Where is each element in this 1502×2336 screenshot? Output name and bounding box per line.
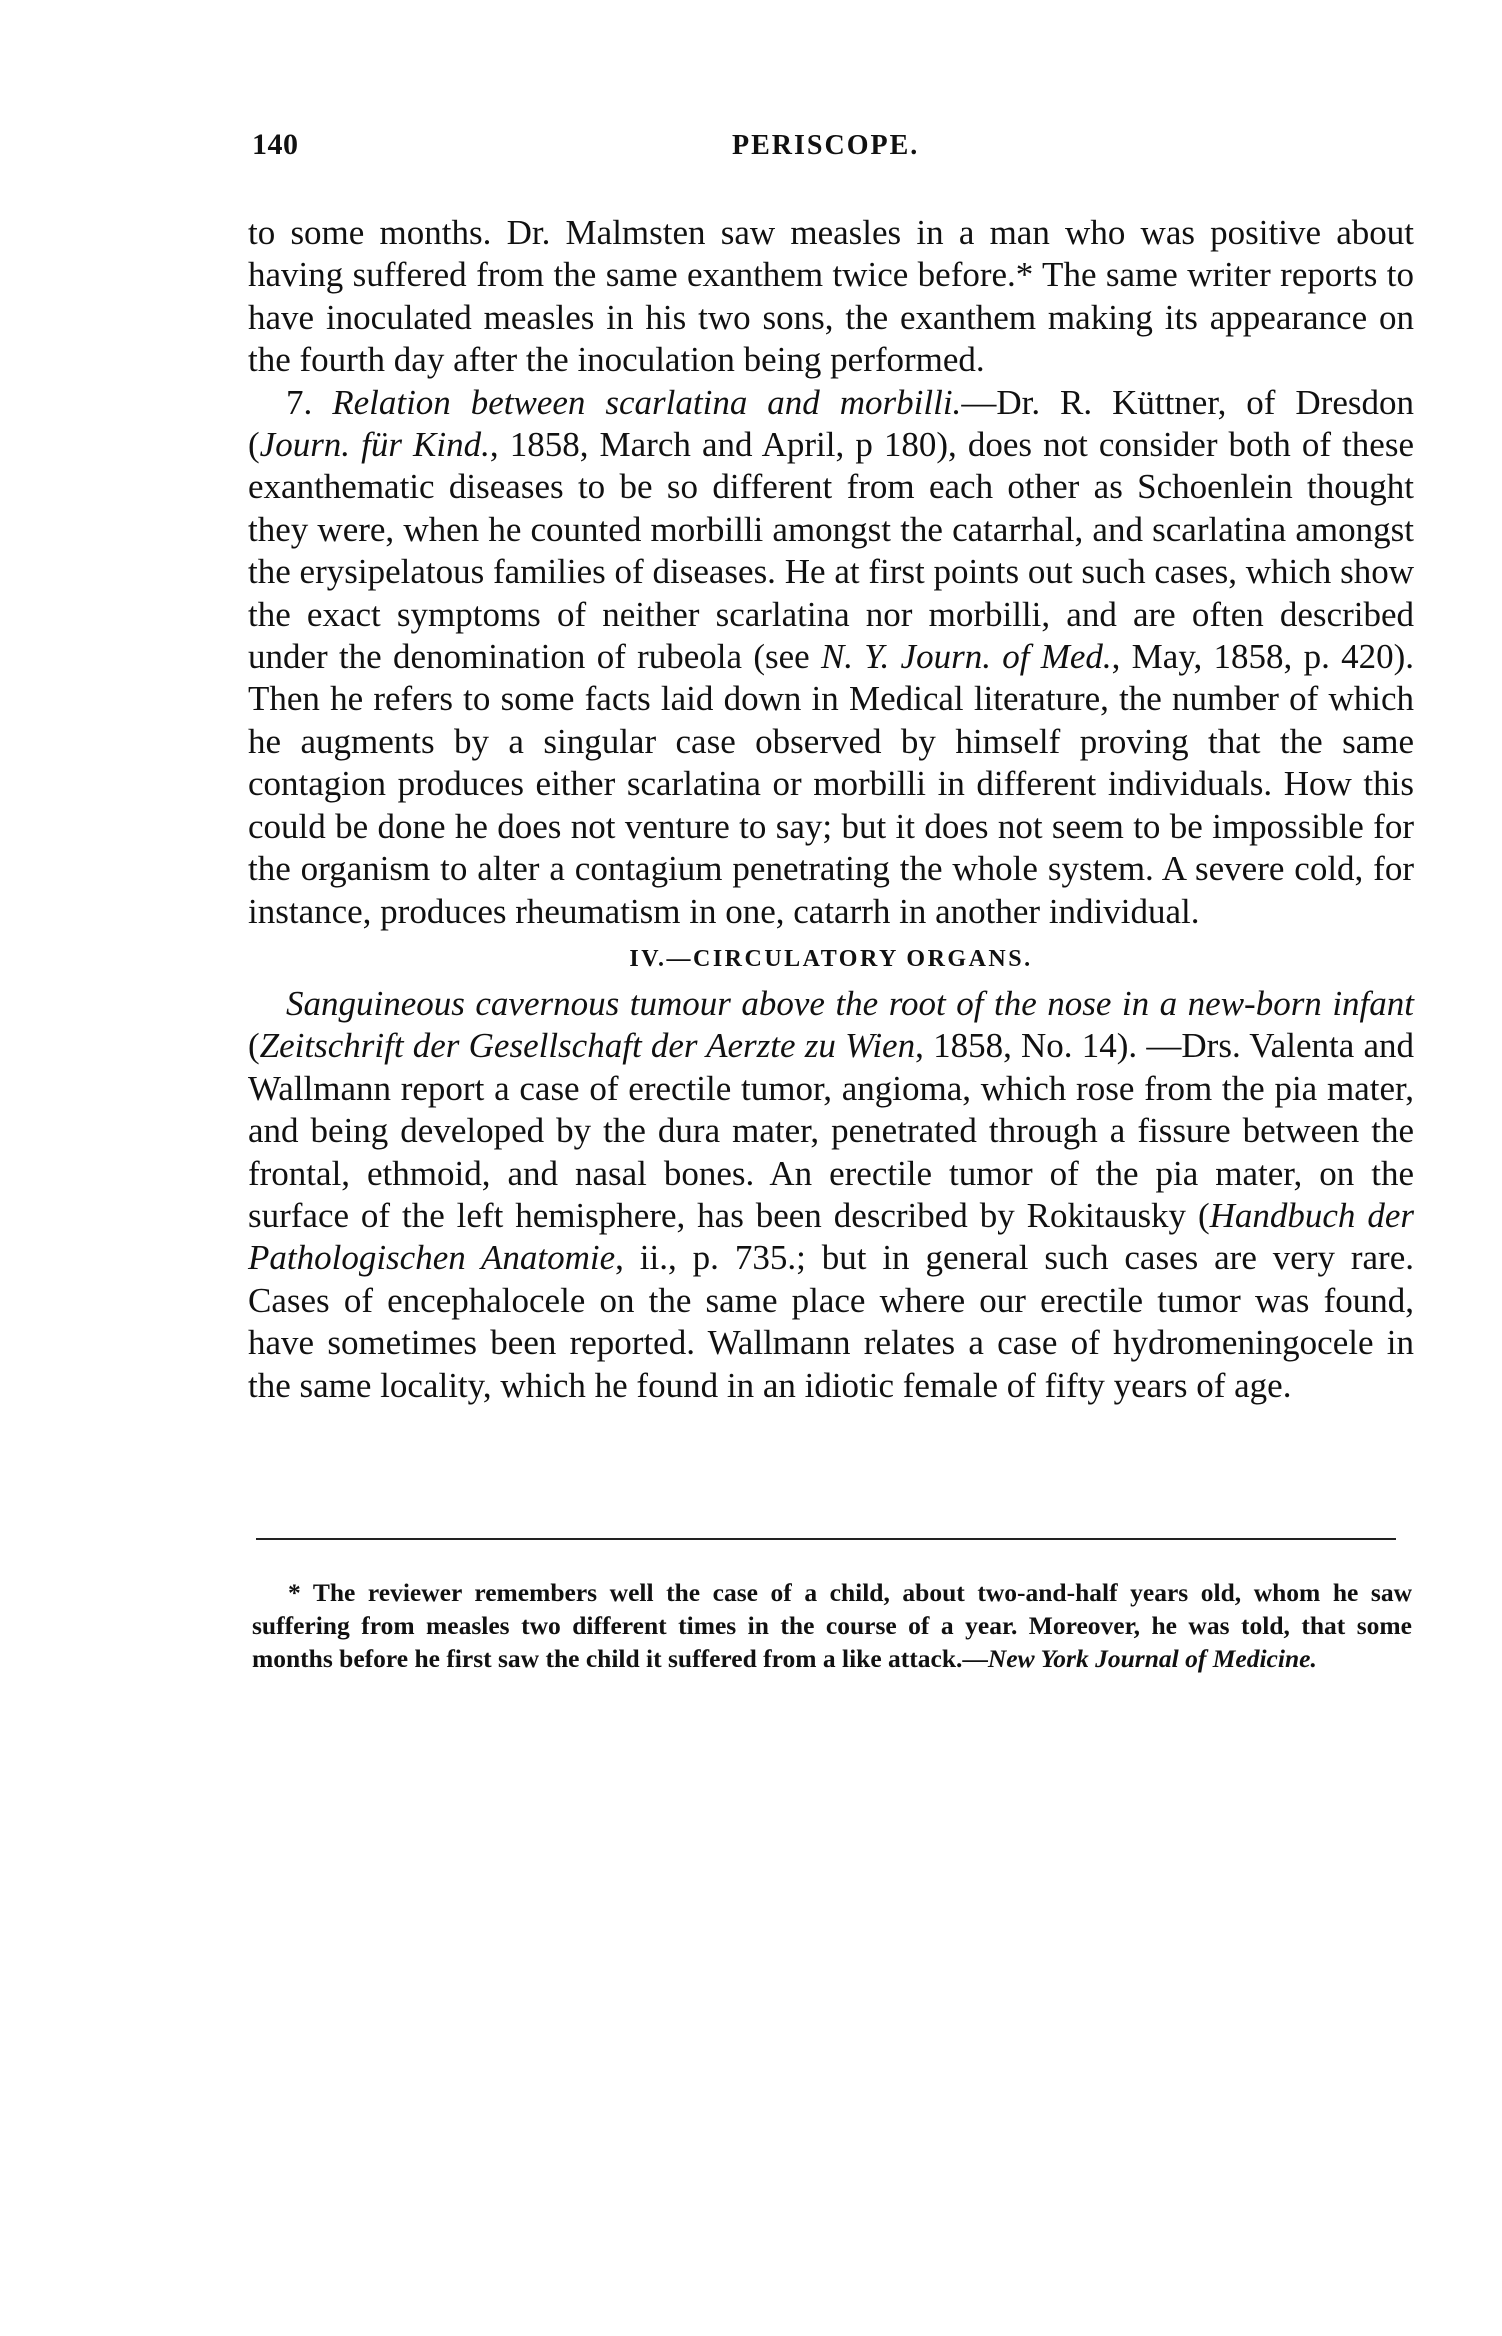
paragraph-text: , ii., p. 735.; but in general such cases are very rare. Cases of encephalocele on the same place where our erectile tumor was found, have sometimes been reported. Wallmann relates a case of hydromeningocele in the same locality, which he found in an idiotic female of fifty years of age. [248,1238,1414,1405]
paragraph-text: to some months. Dr. Malmsten saw measles in a man who was positive about having suffered from the same exanthem twice before.* The same writer reports to have inoculated measles in his two sons, the exanthem making its appearance on the fourth day after the inoculation being performed. [248,213,1414,380]
paragraph-scarlatina-morbilli [248,382,1414,933]
paragraph-text: , May, 1858, p. 420). Then he refers to some facts laid down in Medical literature, the number of which he augments by a singular case observed by himself proving that the same contagion produces either scarlatina or morbilli in different individuals. How this could be done he does not venture to say; but it does not seem to be impossible for the organism to alter a contagium penetrating the whole system. A severe cold, for instance, produces rheumatism in one, catarrh in another individual. [248,637,1414,931]
footnote-text: * The reviewer remembers well the case of a child, about two-and-half years old, whom he saw suffering from measles two different times in the course of a year. Moreover, he was told, that some months before he first saw the child it suffered from a like attack.— [252,1578,1412,1673]
paragraph-text: , 1858, March and April, p 180), does not consider both of these exanthematic diseases to be so different from each other as Schoenlein thought they were, when he counted morbilli amongst the catarrhal, and scarlatina amongst the erysipelatous families of diseases. He at first points out such cases, which show the exact symptoms of neither scarlatina nor morbilli, and are often described under the denomination of rubeola (see [248,425,1414,677]
body-text [248,212,1414,1407]
footnote-paragraph [252,1576,1412,1675]
footnote-divider [256,1538,1396,1540]
book-citation: Handbuch der Pathologischen Anatomie [248,1195,1414,1278]
page-header [252,128,1252,172]
paragraph-text: —Dr. R. Küttner, of Dresdon ( [248,382,1414,465]
paragraph-text: ( [248,1026,260,1066]
section-number: 7. [286,382,333,422]
journal-citation: Journ. für Kind. [259,425,490,465]
paragraph-cavernous-tumour [248,983,1414,1407]
paragraph-text: , 1858, No. 14). —Drs. Valenta and Wallmann report a case of erectile tumor, angioma, which rose from the pia mater, and being developed by the dura mater, penetrated through a fissure between the frontal, ethmoid, and nasal bones. An erectile tumor of the pia mater, on the surface of the left hemisphere, has been described by Rokitausky ( [248,1026,1414,1235]
paragraph-measles [248,212,1414,382]
footnote [252,1576,1412,1675]
footnote-source: New York Journal of Medicine. [987,1644,1317,1673]
journal-citation: N. Y. Journ. of Med. [820,637,1112,677]
journal-citation: Zeitschrift der Gesellschaft der Aerzte zu Wien [259,1026,916,1066]
paragraph-title: Sanguineous cavernous tumour above the root of the nose in a new-born infant [286,983,1414,1023]
paragraph-title: Relation between scarlatina and morbilli. [332,382,962,422]
section-heading: IV.—CIRCULATORY ORGANS. [629,945,1033,972]
running-head: PERISCOPE. [732,130,920,161]
page-number: 140 [252,128,299,161]
